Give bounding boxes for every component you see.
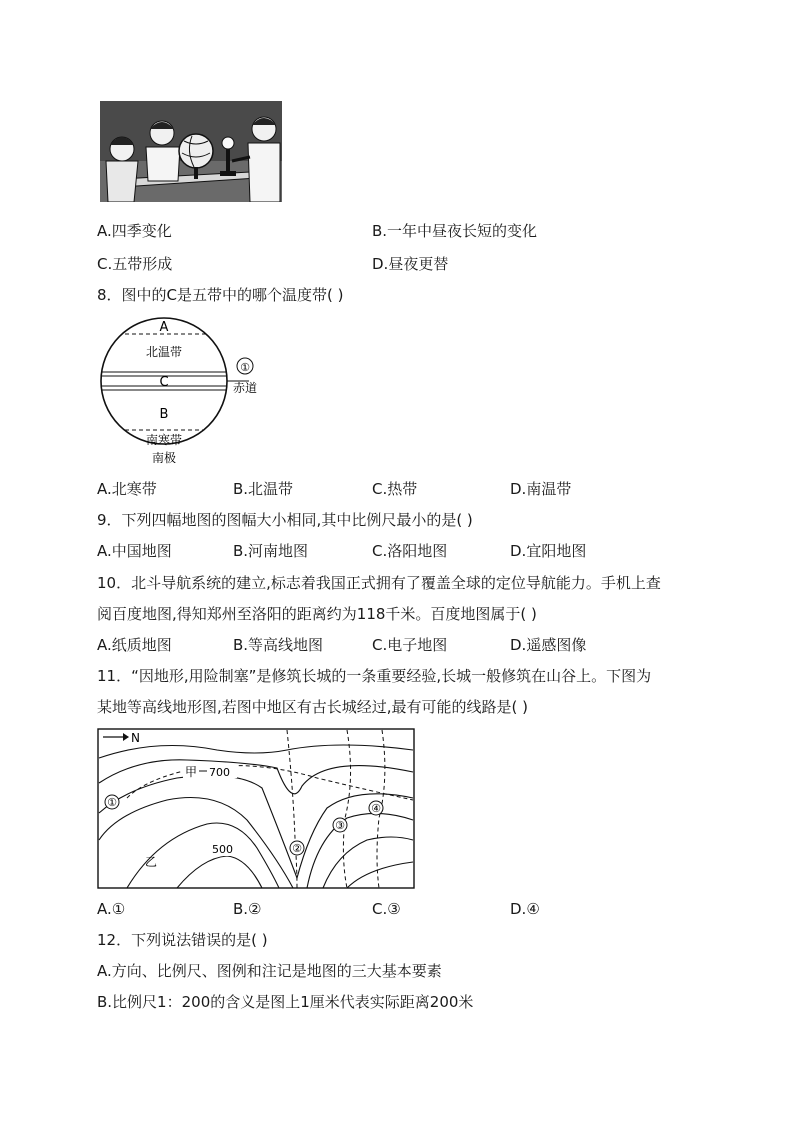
zone-label-a: A — [159, 320, 169, 335]
equator-label: 赤道 — [233, 381, 258, 395]
five-zones-diagram — [97, 314, 277, 466]
option: A.中国地图 — [97, 542, 172, 560]
option: C.热带 — [372, 480, 418, 498]
point-label-yi: 乙 — [145, 855, 158, 869]
option: A.北寒带 — [97, 480, 157, 498]
pole-label: 南极 — [151, 451, 177, 465]
zone-label-b: B — [159, 407, 169, 422]
option: B.比例尺1：200的含义是图上1厘米代表实际距离200米 — [97, 993, 474, 1011]
contour-label-700: 700 — [209, 766, 230, 779]
point-label-jia: 甲 — [185, 765, 198, 779]
question-stem: 12．下列说法错误的是( ) — [97, 931, 268, 949]
marker-label: ① — [240, 361, 250, 374]
option: D.遥感图像 — [510, 636, 587, 654]
contour-map-figure — [97, 728, 415, 889]
contour-map — [97, 728, 415, 889]
question-stem: 10．北斗导航系统的建立,标志着我国正式拥有了覆盖全球的定位导航能力。手机上查 — [97, 574, 661, 592]
five-zones-figure — [97, 314, 277, 466]
option: A.方向、比例尺、图例和注记是地图的三大基本要素 — [97, 962, 442, 980]
zone-label-c: C — [159, 375, 169, 390]
option: D.昼夜更替 — [372, 255, 449, 273]
option: C.五带形成 — [97, 255, 173, 273]
option: A.纸质地图 — [97, 636, 172, 654]
option: C.③ — [372, 900, 401, 918]
question-stem-continued: 某地等高线地形图,若图中地区有古长城经过,最有可能的线路是( ) — [97, 698, 529, 716]
option: A.四季变化 — [97, 222, 172, 240]
option: D.南温带 — [510, 480, 572, 498]
question-stem: 9．下列四幅地图的图幅大小相同,其中比例尺最小的是( ) — [97, 511, 473, 529]
north-label: N — [131, 731, 140, 745]
option: B.一年中昼夜长短的变化 — [372, 222, 538, 240]
option: B.等高线地图 — [233, 636, 324, 654]
experiment-illustration — [100, 101, 282, 202]
option: D.宜阳地图 — [510, 542, 587, 560]
experiment-drawing — [100, 101, 282, 202]
option: B.河南地图 — [233, 542, 309, 560]
route-label-3: ③ — [335, 819, 345, 832]
route-label-2: ② — [292, 842, 302, 855]
zone-label-north-temperate: 北温带 — [145, 345, 183, 359]
option: B.北温带 — [233, 480, 294, 498]
option: D.④ — [510, 900, 540, 918]
question-stem-continued: 阅百度地图,得知郑州至洛阳的距离约为118千米。百度地图属于( ) — [97, 605, 537, 623]
question-stem: 11．“因地形,用险制塞”是修筑长城的一条重要经验,长城一般修筑在山谷上。下图为 — [97, 667, 652, 685]
zone-label-south-frigid: 南寒带 — [145, 433, 183, 447]
contour-label-500: 500 — [212, 843, 233, 856]
option: A.① — [97, 900, 126, 918]
option: C.洛阳地图 — [372, 542, 448, 560]
option: C.电子地图 — [372, 636, 448, 654]
route-label-4: ④ — [371, 802, 381, 815]
question-stem: 8．图中的C是五带中的哪个温度带( ) — [97, 286, 344, 304]
route-label-1: ① — [107, 796, 117, 809]
option: B.② — [233, 900, 262, 918]
